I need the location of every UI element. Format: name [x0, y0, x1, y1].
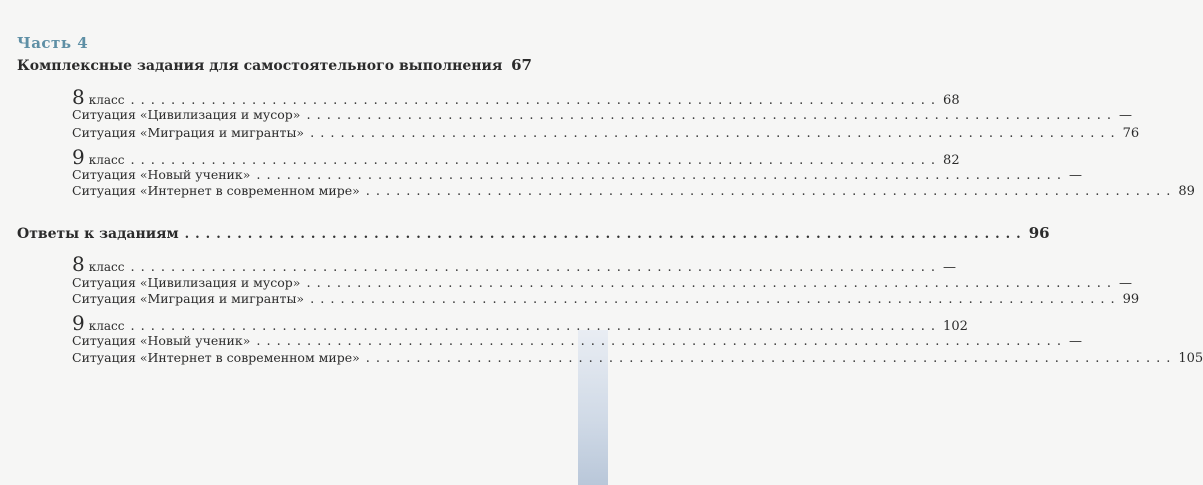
page-number: 102	[943, 319, 968, 334]
grade-label	[72, 85, 124, 109]
grade-number: 9	[72, 311, 85, 335]
toc-entry-situation[interactable]	[0, 275, 1133, 291]
grade-class-word: класс	[88, 260, 125, 274]
page-number: 76	[1122, 126, 1140, 141]
toc-entry-grade9[interactable]	[0, 145, 960, 169]
leader-dots	[508, 59, 509, 74]
situation-label: Ситуация «Цивилизация и мусор»	[72, 107, 301, 122]
page-number: —	[1119, 276, 1133, 291]
page-number: 105	[1178, 351, 1203, 366]
leader-dots: ................................................................................	[306, 108, 1118, 123]
leader-dots: ................................................................................	[310, 292, 1121, 307]
part-title: Часть 4	[17, 34, 89, 52]
grade-class-word: класс	[88, 153, 125, 167]
leader-dots: ................................................................................	[365, 184, 1177, 199]
grade-number: 9	[72, 145, 85, 169]
page-number: —	[1068, 334, 1082, 349]
page-number: 68	[943, 93, 960, 108]
leader-dots: ................................................................................	[256, 168, 1067, 183]
section-heading-label: Ответы к заданиям	[17, 226, 179, 242]
toc-entry-grade9[interactable]	[0, 311, 968, 335]
grade-number: 8	[72, 252, 85, 276]
toc-entry-grade8[interactable]	[0, 85, 960, 109]
page-number: 96	[1028, 224, 1050, 242]
toc-entry-situation[interactable]	[0, 107, 1133, 123]
situation-label: Ситуация «Цивилизация и мусор»	[72, 275, 301, 290]
page-number: —	[943, 260, 957, 275]
grade-label	[72, 311, 124, 335]
toc-entry-situation[interactable]	[0, 167, 1082, 183]
situation-label: Ситуация «Интернет в современном мире»	[72, 183, 360, 198]
grade-label	[72, 252, 124, 276]
grade-class-word: класс	[88, 319, 125, 333]
leader-dots: ................................................................................	[365, 351, 1177, 366]
section-heading-tasks[interactable]	[0, 56, 608, 74]
leader-dots: ................................................................................	[130, 93, 942, 108]
leader-dots: ................................................................................	[130, 319, 942, 334]
grade-number: 8	[72, 85, 85, 109]
grade-label	[72, 145, 124, 169]
toc-entry-situation[interactable]	[0, 125, 1140, 141]
leader-dots: ................................................................................	[306, 276, 1118, 291]
toc-entry-situation[interactable]	[0, 350, 1203, 366]
page-number: 99	[1122, 292, 1140, 307]
section-heading-answers[interactable]	[0, 224, 1050, 242]
situation-label: Ситуация «Новый ученик»	[72, 333, 251, 348]
leader-dots: ................................................................................	[310, 126, 1121, 141]
leader-dots: ................................................................................	[130, 260, 942, 275]
toc-entry-situation[interactable]	[0, 291, 1140, 307]
page-number: 82	[943, 153, 960, 168]
leader-dots: ................................................................................	[256, 334, 1067, 349]
situation-label: Ситуация «Миграция и мигранты»	[72, 125, 305, 140]
page-number: 89	[1178, 184, 1195, 199]
leader-dots: ................................................................................	[130, 153, 942, 168]
leader-dots: ................................................................................	[184, 227, 1027, 242]
page-number: —	[1119, 108, 1133, 123]
toc-entry-grade8[interactable]	[0, 252, 957, 276]
page-number: 67	[511, 56, 532, 74]
situation-label: Ситуация «Интернет в современном мире»	[72, 350, 360, 365]
situation-label: Ситуация «Новый ученик»	[72, 167, 251, 182]
page-number: —	[1068, 168, 1082, 183]
toc-entry-situation[interactable]	[0, 183, 1195, 199]
toc-entry-situation[interactable]	[0, 333, 1082, 349]
section-heading-label: Комплексные задания для самостоятельного выполнения	[17, 58, 503, 74]
situation-label: Ситуация «Миграция и мигранты»	[72, 291, 305, 306]
grade-class-word: класс	[88, 93, 125, 107]
